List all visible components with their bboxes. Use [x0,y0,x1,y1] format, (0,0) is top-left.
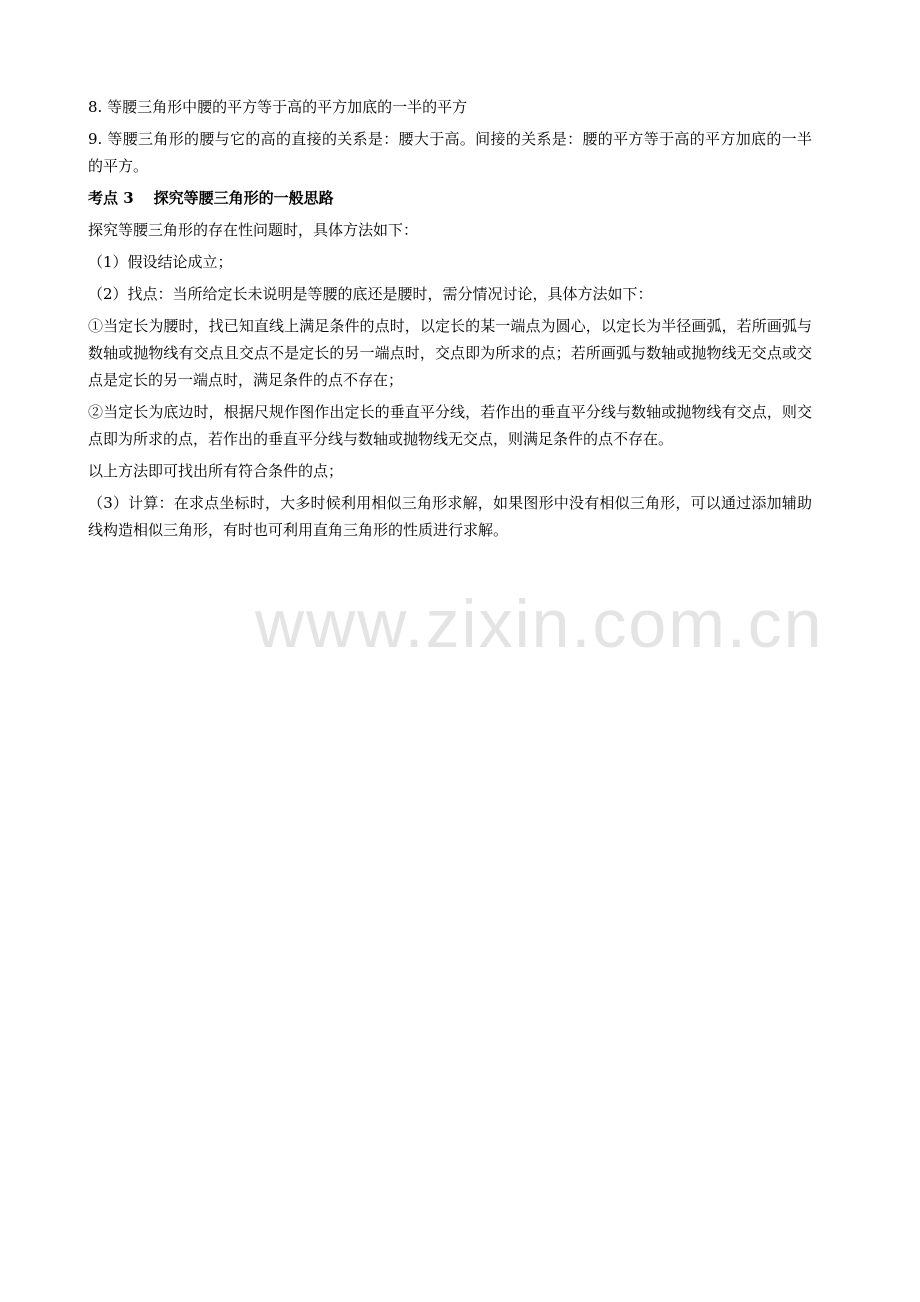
step-2: （2）找点：当所给定长未说明是等腰的底还是腰时，需分情况讨论，具体方法如下： [88,285,653,303]
item-9: 9. 等腰三角形的腰与它的高的直接的关系是：腰大于高。间接的关系是：腰的平方等于高的平方加底的一半的平方。 [88,130,812,175]
watermark: www.zixin.com.cn [255,586,824,662]
section-intro: 探究等腰三角形的存在性问题时，具体方法如下： [88,221,419,239]
item-8: 8. 等腰三角形中腰的平方等于高的平方加底的一半的平方 [88,98,468,116]
step-3: （3）计算：在求点坐标时，大多时候利用相似三角形求解，如果图形中没有相似三角形，可以通过添加辅助线构造相似三角形，有时也可利用直角三角形的性质进行求解。 [88,494,812,539]
section-heading [88,185,812,212]
section-title: 探究等腰三角形的一般思路 [153,189,334,207]
document-body [88,94,812,549]
case-1: ①当定长为腰时，找已知直线上满足条件的点时，以定长的某一端点为圆心，以定长为半径画弧，若所画弧与数轴或抛物线有交点且交点不是定长的另一端点时，交点即为所求的点；若所画弧与数轴或抛物线无交点或交点是定长的另一端点时，满足条件的点不存在； [88,317,812,389]
step-1: （1）假设结论成立； [88,253,233,271]
case-2: ②当定长为底边时，根据尺规作图作出定长的垂直平分线，若作出的垂直平分线与数轴或抛物线有交点，则交点即为所求的点，若作出的垂直平分线与数轴或抛物线无交点，则满足条件的点不存在。 [88,403,812,448]
section-number: 考点 3 [88,189,134,207]
summary: 以上方法即可找出所有符合条件的点； [88,462,344,480]
